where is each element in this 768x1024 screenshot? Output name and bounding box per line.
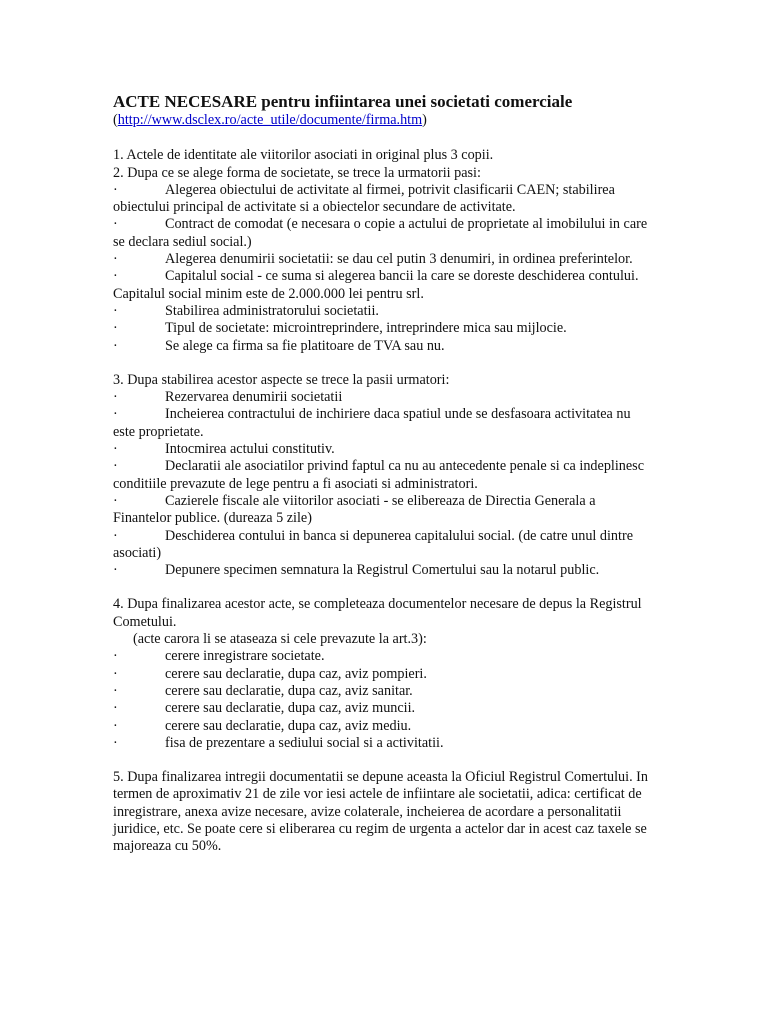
step-1: 1. Actele de identitate ale viitorilor asociati in original plus 3 copii. xyxy=(113,147,494,164)
list-item-text: Depunere specimen semnatura la Registrul Comertului sau la notarul public. xyxy=(165,562,600,579)
list-item-text: cerere sau declaratie, dupa caz, aviz muncii. xyxy=(165,700,416,717)
list-item-text: Alegerea denumirii societatii: se dau cel putin 3 denumiri, in ordinea preferintelor. xyxy=(165,251,633,268)
list-item-text: Cazierele fiscale ale viitorilor asociati - se elibereaza de Directia Generala a Finantelor publice. (dureaza 5 zile) xyxy=(113,492,596,527)
source-link[interactable]: http://www.dsclex.ro/acte_utile/documente/firma.htm xyxy=(117,112,423,128)
bullet: · xyxy=(113,492,118,509)
list-item-text: Alegerea obiectului de activitate al firmei, potrivit clasificarii CAEN; stabilirea obiectului principal de activitate si a obiectelor secundare de activitate. xyxy=(113,181,615,216)
step-2-heading: 2. Dupa ce se alege forma de societate, se trece la urmatorii pasi: xyxy=(113,164,481,181)
list-item-text: cerere sau declaratie, dupa caz, aviz mediu. xyxy=(165,717,412,734)
bullet: · xyxy=(113,441,118,458)
list-item xyxy=(113,735,653,752)
bullet: · xyxy=(113,682,118,699)
bullet: · xyxy=(113,562,118,579)
step-4-heading: 4. Dupa finalizarea acestor acte, se completeaza documentelor necesare de depus la Registrul Cometului. xyxy=(113,596,642,630)
bullet: · xyxy=(113,268,118,285)
bullet: · xyxy=(113,320,118,337)
bullet: · xyxy=(113,251,118,268)
bullet: · xyxy=(113,734,118,751)
list-item xyxy=(113,458,653,493)
list-item xyxy=(113,718,653,735)
list-item-text: Contract de comodat (e necesara o copie a actului de proprietate al imobilului in care se declara sediul social.) xyxy=(113,216,648,250)
source-close-paren: ) xyxy=(422,112,427,128)
list-item-text: Capitalul social - ce suma si alegerea bancii la care se doreste deschiderea contului. Capitalul social minim este de 2.000.000 lei pentru srl. xyxy=(113,268,639,302)
bullet: · xyxy=(113,302,118,319)
list-item xyxy=(113,648,653,665)
list-item xyxy=(113,493,653,528)
list-item-text: Declaratii ale asociatilor privind faptul ca nu au antecedente penale si ca indeplinesc conditiile prevazute de lege pentru a fi asociati si administratori. xyxy=(113,458,645,492)
list-item xyxy=(113,303,653,320)
document-title: ACTE NECESARE pentru infiintarea unei societati comerciale xyxy=(113,92,573,111)
step-3-heading: 3. Dupa stabilirea acestor aspecte se trece la pasii urmatori: xyxy=(113,371,450,388)
bullet: · xyxy=(113,389,118,406)
list-item xyxy=(113,562,653,579)
list-item xyxy=(113,700,653,717)
list-item-text: Rezervarea denumirii societatii xyxy=(165,389,343,406)
list-item-text: Incheierea contractului de inchiriere daca spatiul unde se desfasoara activitatea nu este proprietate. xyxy=(113,406,631,440)
list-item-text: Stabilirea administratorului societatii. xyxy=(165,302,379,319)
list-item-text: cerere inregistrare societate. xyxy=(165,648,325,665)
list-item xyxy=(113,666,653,683)
step-5: 5. Dupa finalizarea intregii documentatii se depune aceasta la Oficiul Registrul Comertului. In termen de aproximativ 21 de zile vor iesi actele de infiintare ale societatii, adica: certificat de inregistrare, anexa avize necesare, avize colaterale, incheierea de acordare a personalitatii juridice, etc. Se poate cere si eliberarea cu regim de urgenta a actelor dar in acest caz taxele se majoreaza cu 50%. xyxy=(113,769,649,855)
document-body xyxy=(113,92,653,856)
list-item xyxy=(113,338,653,355)
bullet: · xyxy=(113,717,118,734)
bullet: · xyxy=(113,406,118,423)
list-item-text: cerere sau declaratie, dupa caz, aviz pompieri. xyxy=(165,665,427,682)
list-item-text: Deschiderea contului in banca si depunerea capitalului social. (de catre unul dintre asociati) xyxy=(113,527,633,561)
bullet: · xyxy=(113,337,118,354)
list-item-text: Se alege ca firma sa fie platitoare de TVA sau nu. xyxy=(165,337,445,354)
list-item xyxy=(113,182,653,217)
list-item xyxy=(113,268,653,303)
bullet: · xyxy=(113,181,118,198)
list-item xyxy=(113,528,653,563)
list-item xyxy=(113,683,653,700)
list-item xyxy=(113,441,653,458)
step-4-section xyxy=(113,596,653,752)
list-item xyxy=(113,389,653,406)
bullet: · xyxy=(113,665,118,682)
list-item xyxy=(113,216,653,251)
bullet: · xyxy=(113,216,118,233)
bullet: · xyxy=(113,700,118,717)
list-item-text: cerere sau declaratie, dupa caz, aviz sanitar. xyxy=(165,682,413,699)
bullet: · xyxy=(113,648,118,665)
step-3-section xyxy=(113,372,653,580)
list-item xyxy=(113,320,653,337)
source-line xyxy=(113,112,653,129)
list-item xyxy=(113,406,653,441)
bullet: · xyxy=(113,527,118,544)
bullet: · xyxy=(113,458,118,475)
list-item-text: Tipul de societate: microintreprindere, intreprindere mica sau mijlocie. xyxy=(165,320,567,337)
list-item xyxy=(113,251,653,268)
list-item-text: fisa de prezentare a sediului social si a activitatii. xyxy=(165,734,444,751)
list-item-text: Intocmirea actului constitutiv. xyxy=(165,441,335,458)
step-2-section xyxy=(113,165,653,355)
source-open-paren: ( xyxy=(113,112,118,128)
step-4-note: (acte carora li se ataseaza si cele prevazute la art.3): xyxy=(133,631,427,648)
